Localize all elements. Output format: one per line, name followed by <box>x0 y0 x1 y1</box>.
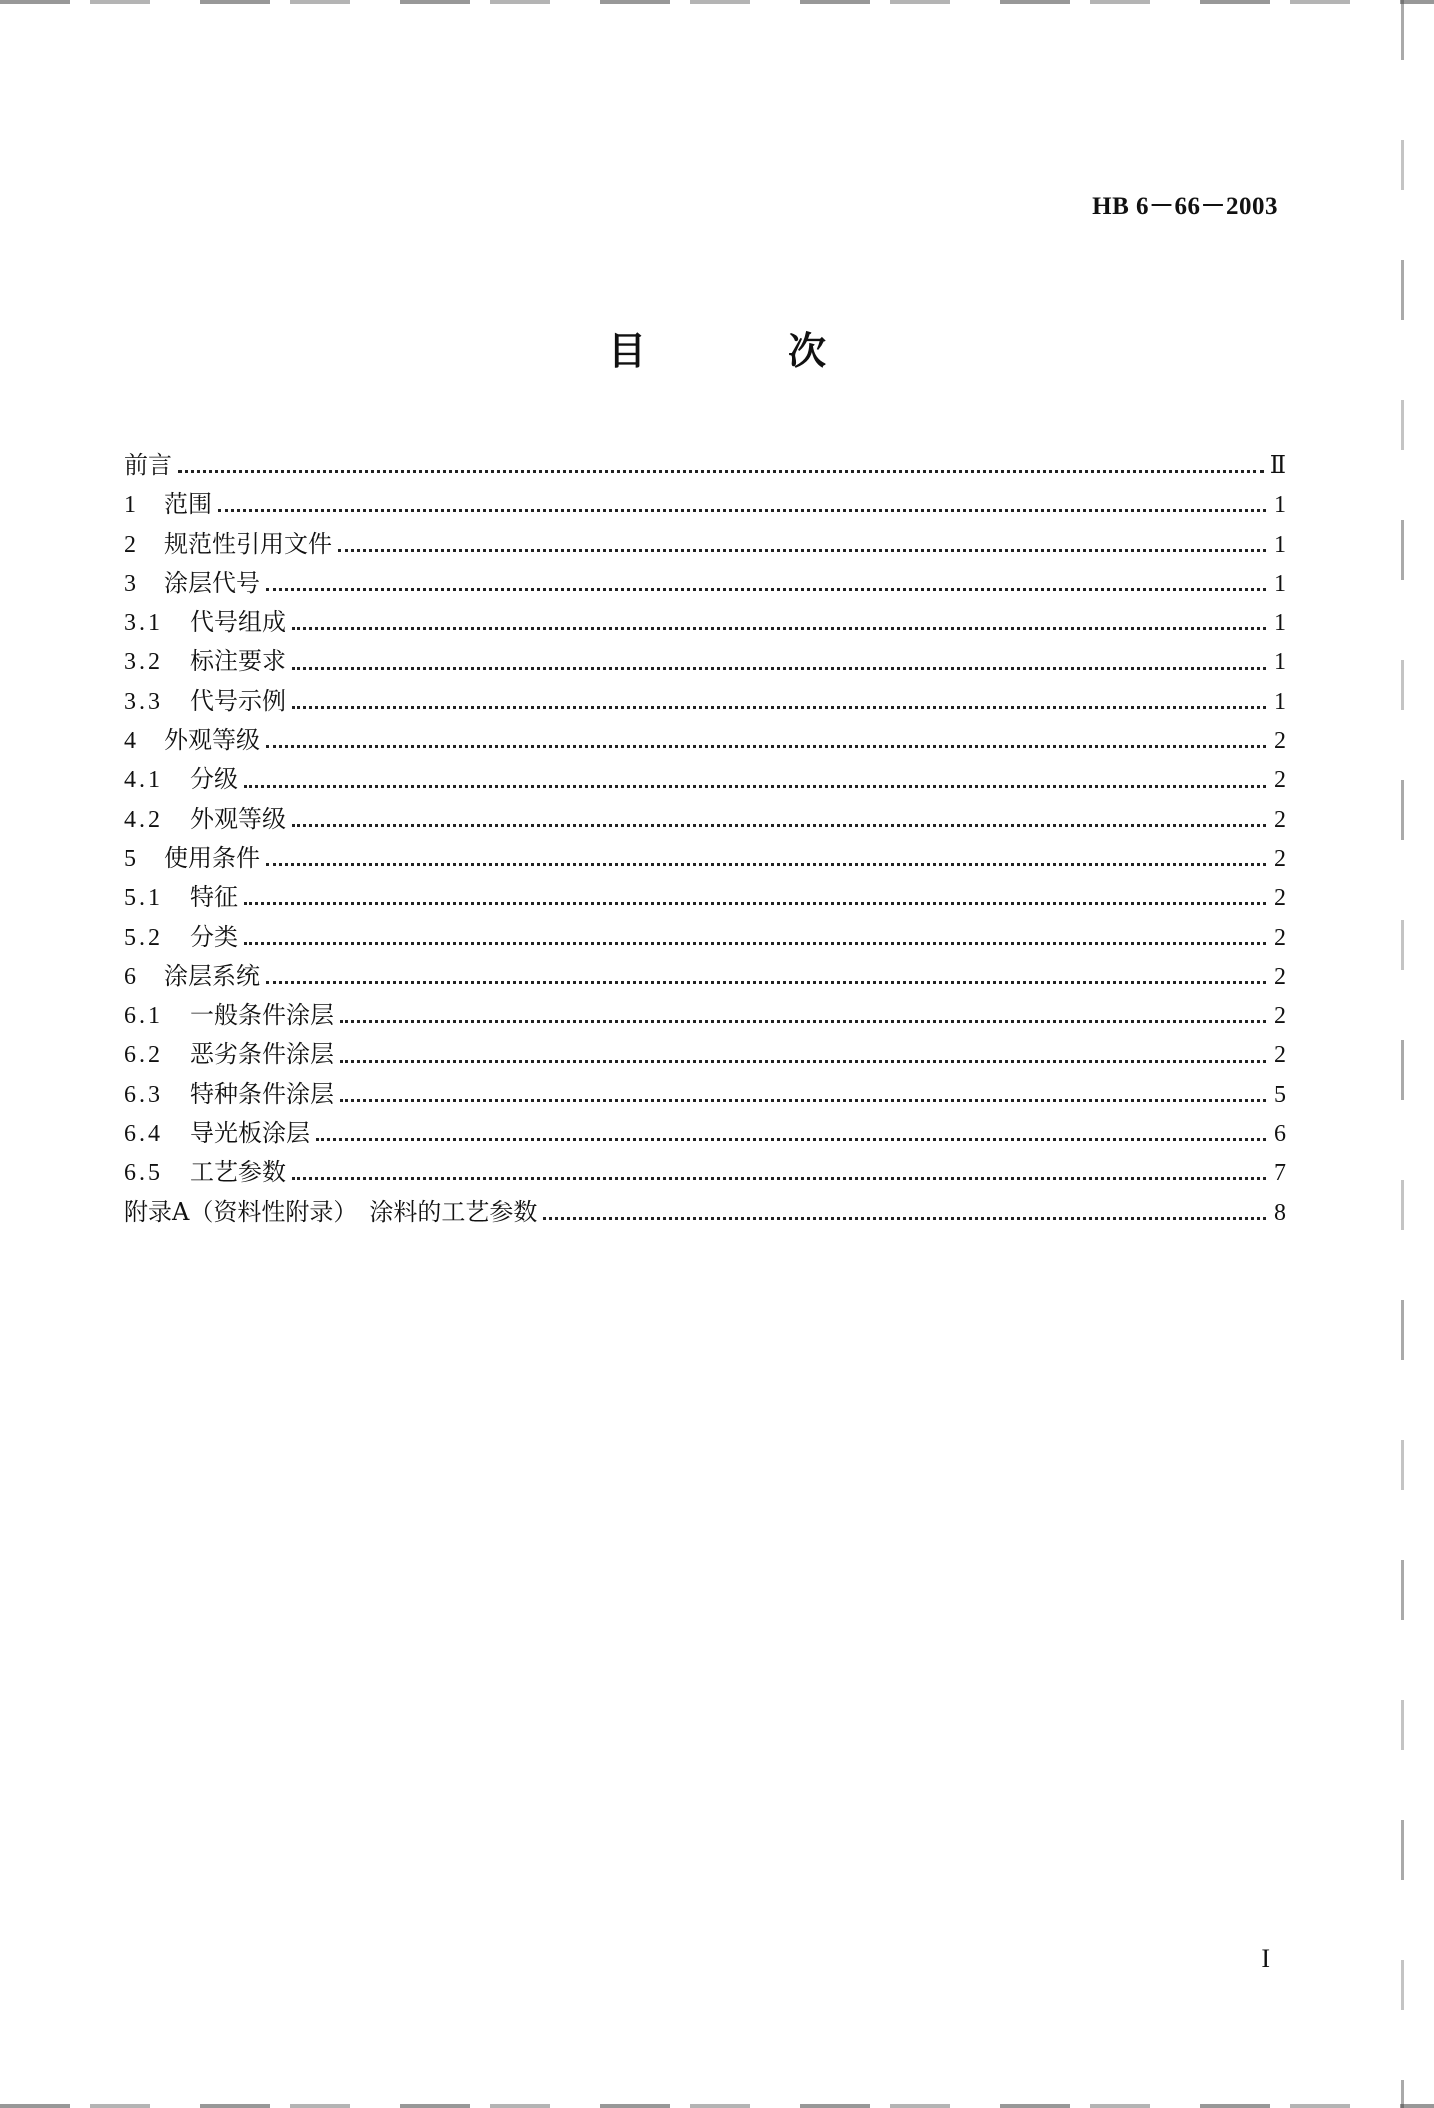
toc-entry-title: 导光板涂层 <box>190 1119 310 1148</box>
toc-entry-title: 标注要求 <box>190 647 286 676</box>
toc-entry-title: 分类 <box>190 922 238 951</box>
toc-entry-page: 2 <box>1274 885 1286 912</box>
toc-entry-page: 6 <box>1274 1121 1286 1148</box>
toc-dot-leader <box>218 509 1266 512</box>
toc-entry[interactable] <box>124 446 1286 485</box>
toc-entry-title: 工艺参数 <box>190 1158 286 1187</box>
scan-edge-bottom <box>0 2104 1434 2108</box>
toc-entry-title: 一般条件涂层 <box>190 1001 334 1030</box>
toc-entry-page: 2 <box>1274 767 1286 794</box>
toc-entry-number: 2 <box>124 531 139 558</box>
toc-entry-number: 5 <box>124 845 139 872</box>
toc-entry-title: 前言 <box>124 451 172 479</box>
toc-entry-page: 1 <box>1274 610 1286 637</box>
toc-dot-leader <box>340 1099 1266 1102</box>
toc-entry[interactable] <box>124 485 1286 524</box>
scan-edge-right <box>1401 0 1404 2108</box>
toc-entry-title: 代号示例 <box>190 686 286 715</box>
toc-entry-number: 6 <box>124 963 139 990</box>
toc-entry-title: 涂层系统 <box>164 961 260 990</box>
toc-entry-number: 5.2 <box>124 924 163 951</box>
toc-dot-leader <box>292 667 1266 670</box>
toc-entry-page: 7 <box>1274 1160 1286 1187</box>
toc-dot-leader <box>316 1138 1266 1141</box>
toc-entry-page: 2 <box>1274 963 1286 990</box>
toc-dot-leader <box>266 981 1266 984</box>
toc-entry-number: 3.1 <box>124 610 163 637</box>
toc-entry-page: 1 <box>1274 570 1286 597</box>
toc-entry-page: 5 <box>1274 1081 1286 1108</box>
toc-entry-title: 外观等级 <box>190 804 286 833</box>
toc-entry[interactable] <box>124 1075 1286 1114</box>
toc-entry-title: 范围 <box>164 490 212 519</box>
toc-entry-page: 1 <box>1274 492 1286 519</box>
toc-dot-leader <box>244 785 1266 788</box>
toc-entry-page: 2 <box>1274 806 1286 833</box>
toc-entry-number: 3 <box>124 570 139 597</box>
toc-entry-number: 3.2 <box>124 649 163 676</box>
toc-entry[interactable] <box>124 957 1286 996</box>
toc-entry-number: 4 <box>124 728 139 755</box>
toc-entry-title: 使用条件 <box>164 843 260 872</box>
toc-entry-number: 3.3 <box>124 688 163 715</box>
toc-dot-leader <box>543 1217 1266 1220</box>
toc-entry-page: 1 <box>1274 649 1286 676</box>
toc-entry-title: 特征 <box>190 883 238 912</box>
toc-entry[interactable] <box>124 682 1286 721</box>
toc-entry[interactable] <box>124 839 1286 878</box>
toc-entry-title: 涂层代号 <box>164 568 260 597</box>
toc-entry-title: 规范性引用文件 <box>164 529 332 558</box>
toc-entry[interactable] <box>124 642 1286 681</box>
toc-entry-number: 4.2 <box>124 806 163 833</box>
toc-entry-title: 代号组成 <box>190 608 286 637</box>
toc-entry-number: 6.5 <box>124 1160 163 1187</box>
toc-dot-leader <box>244 942 1266 945</box>
toc-entry-page: 2 <box>1274 728 1286 755</box>
toc-dot-leader <box>338 549 1266 552</box>
toc-entry-page: 2 <box>1274 845 1286 872</box>
page-number: I <box>1261 1944 1270 1973</box>
toc-entry-number: 6.1 <box>124 1003 163 1030</box>
toc-dot-leader <box>292 627 1266 630</box>
toc-dot-leader <box>178 470 1264 473</box>
toc-dot-leader <box>340 1020 1266 1023</box>
toc-entry-page: 2 <box>1274 924 1286 951</box>
standard-code: HB 6－66－2003 <box>1092 193 1278 220</box>
scan-edge-top <box>0 0 1434 4</box>
toc-entry-number: 6.3 <box>124 1081 163 1108</box>
toc-dot-leader <box>244 902 1266 905</box>
toc-dot-leader <box>340 1060 1266 1063</box>
toc-entry[interactable] <box>124 878 1286 917</box>
toc-entry-page: 1 <box>1274 688 1286 715</box>
toc-entry-title: 分级 <box>190 765 238 794</box>
toc-title: 目 次 <box>607 328 878 373</box>
toc-entry-page: 2 <box>1274 1003 1286 1030</box>
toc-entry[interactable] <box>124 564 1286 603</box>
toc-entry-number: 1 <box>124 492 139 519</box>
toc-entry-number: 5.1 <box>124 885 163 912</box>
toc-entry-number: 6.2 <box>124 1042 163 1069</box>
toc-entry[interactable] <box>124 525 1286 564</box>
table-of-contents <box>124 446 1286 1232</box>
toc-entry-title: 附录A（资料性附录） 涂料的工艺参数 <box>124 1197 538 1226</box>
toc-entry-number: 6.4 <box>124 1121 163 1148</box>
toc-entry-page: 2 <box>1274 1042 1286 1069</box>
toc-entry[interactable] <box>124 760 1286 799</box>
toc-entry[interactable] <box>124 996 1286 1035</box>
toc-dot-leader <box>266 863 1266 866</box>
toc-entry-number: 4.1 <box>124 767 163 794</box>
toc-dot-leader <box>292 706 1266 709</box>
toc-dot-leader <box>266 745 1266 748</box>
toc-dot-leader <box>266 588 1266 591</box>
toc-dot-leader <box>292 1177 1266 1180</box>
toc-dot-leader <box>292 824 1266 827</box>
toc-entry[interactable] <box>124 1114 1286 1153</box>
toc-entry-title: 特种条件涂层 <box>190 1079 334 1108</box>
toc-entry[interactable] <box>124 1035 1286 1074</box>
toc-entry[interactable] <box>124 1153 1286 1192</box>
toc-entry[interactable] <box>124 603 1286 642</box>
toc-entry-title: 外观等级 <box>164 726 260 755</box>
toc-entry-title: 恶劣条件涂层 <box>190 1040 334 1069</box>
toc-entry[interactable] <box>124 721 1286 760</box>
toc-entry[interactable] <box>124 1193 1286 1232</box>
toc-entry-page: Ⅱ <box>1269 453 1286 479</box>
toc-entry[interactable] <box>124 800 1286 839</box>
toc-entry-page: 1 <box>1274 531 1286 558</box>
toc-entry[interactable] <box>124 918 1286 957</box>
toc-entry-page: 8 <box>1274 1199 1286 1226</box>
